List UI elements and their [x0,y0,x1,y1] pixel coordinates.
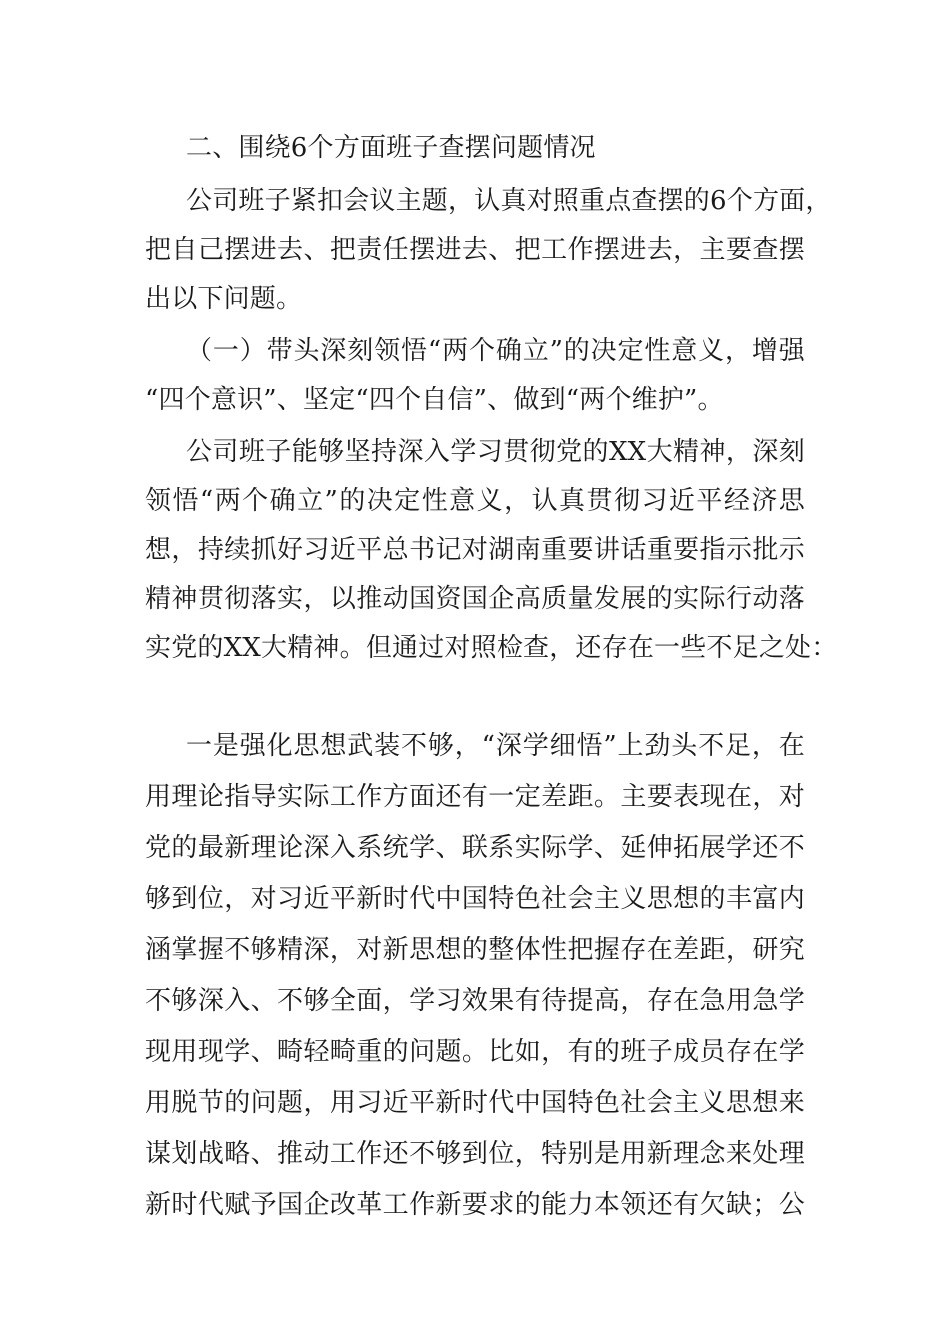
paragraph-line: 够到位，对习近平新时代中国特色社会主义思想的丰富内 [145,884,805,914]
paragraph-line: 用理论指导实际工作方面还有一定差距。主要表现在，对 [145,782,805,812]
subsection-heading: （一）带头深刻领悟“两个确立”的决定性意义，增强 [186,336,805,366]
paragraph-line: 不够深入、不够全面，学习效果有待提高，存在急用急学 [145,986,805,1016]
paragraph-line: 把自己摆进去、把责任摆进去、把工作摆进去，主要查摆 [145,235,805,265]
section-heading: 二、围绕6个方面班子查摆问题情况 [186,133,596,163]
subsection-heading: “四个意识”、坚定“四个自信”、做到“两个维护”。 [145,385,724,415]
paragraph-line: 涵掌握不够精深，对新思想的整体性把握存在差距，研究 [145,935,805,965]
paragraph-line: 谋划战略、推动工作还不够到位，特别是用新理念来处理 [145,1139,805,1169]
paragraph-line: 出以下问题。 [145,284,303,314]
paragraph-line: 一是强化思想武装不够，“深学细悟”上劲头不足，在 [186,731,805,761]
paragraph-line: 领悟“两个确立”的决定性意义，认真贯彻习近平经济思 [145,486,805,516]
paragraph-line: 精神贯彻落实，以推动国资国企高质量发展的实际行动落 [145,584,805,614]
paragraph-line: 实党的XX大精神。但通过对照检查，还存在一些不足之处： [145,633,838,663]
paragraph-line: 想，持续抓好习近平总书记对湖南重要讲话重要指示批示 [145,535,805,565]
paragraph-line: 现用现学、畸轻畸重的问题。比如，有的班子成员存在学 [145,1037,805,1067]
paragraph-line: 新时代赋予国企改革工作新要求的能力本领还有欠缺；公 [145,1190,805,1220]
paragraph-line: 公司班子能够坚持深入学习贯彻党的XX大精神，深刻 [186,437,805,467]
paragraph-line: 用脱节的问题，用习近平新时代中国特色社会主义思想来 [145,1088,805,1118]
paragraph-line: 党的最新理论深入系统学、联系实际学、延伸拓展学还不 [145,833,805,863]
paragraph-line: 公司班子紧扣会议主题，认真对照重点查摆的6个方面， [186,186,832,216]
